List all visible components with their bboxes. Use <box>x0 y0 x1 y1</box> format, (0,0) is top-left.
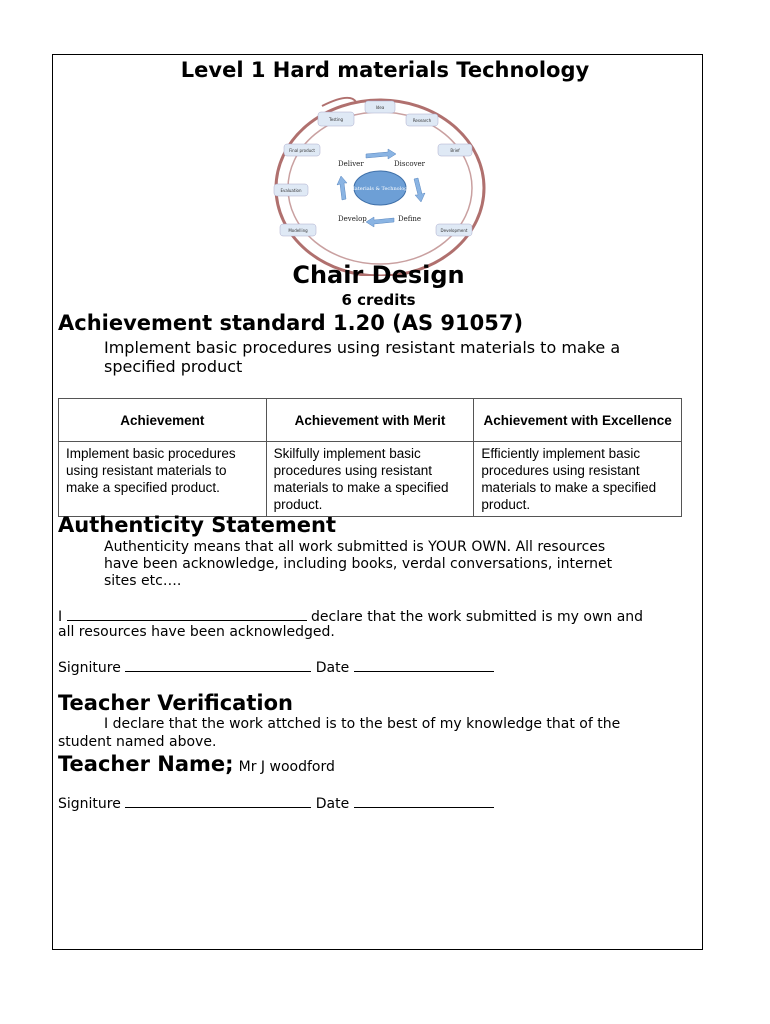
standard-description-line1: Implement basic procedures using resistant materials to make a <box>104 338 621 357</box>
declaration-line <box>58 606 643 626</box>
declare-prefix: I <box>58 609 63 625</box>
student-signature-row <box>58 657 494 677</box>
standard-description-line2: specified product <box>104 357 243 376</box>
teacher-date-blank[interactable] <box>354 793 494 808</box>
authenticity-line3: sites etc…. <box>104 573 182 589</box>
header-merit: Achievement with Merit <box>266 399 474 442</box>
arrow-left-icon <box>337 176 347 200</box>
declaration-line2: all resources have been acknowledged. <box>58 624 335 640</box>
page-title: Level 1 Hard materials Technology <box>180 58 590 82</box>
cell-achievement: Implement basic procedures using resistant materials to make a specified product. <box>59 442 267 517</box>
ring-label-modelling: Modelling <box>288 228 308 233</box>
ring-label-testing: Testing <box>328 117 344 122</box>
declare-suffix: declare that the work submitted is my own and <box>311 609 644 625</box>
teacher-name-row <box>58 752 335 776</box>
credits-label: 6 credits <box>341 291 416 309</box>
authenticity-heading: Authenticity Statement <box>58 513 337 537</box>
ring-label-idea: Idea <box>375 105 385 110</box>
header-excellence: Achievement with Excellence <box>474 399 682 442</box>
arrow-top-icon <box>366 149 396 159</box>
student-signature-label: Signiture <box>58 660 121 676</box>
student-name-blank[interactable] <box>67 606 307 621</box>
stage-deliver: Deliver <box>338 160 364 168</box>
criteria-table <box>58 398 682 517</box>
project-title: Chair Design <box>292 261 465 289</box>
ring-label-brief: Brief <box>450 148 460 153</box>
arrow-right-icon <box>414 178 425 202</box>
teacher-signature-row <box>58 793 494 813</box>
ring-label-development: Development <box>440 228 468 233</box>
teacher-signature-blank[interactable] <box>125 793 311 808</box>
authenticity-line1: Authenticity means that all work submitted is YOUR OWN. All resources <box>104 539 606 555</box>
teacher-line2: student named above. <box>58 734 217 750</box>
authenticity-line2: have been acknowledge, including books, verdal conversations, internet <box>104 556 613 572</box>
standard-heading: Achievement standard 1.20 (AS 91057) <box>58 311 524 335</box>
arrow-bottom-icon <box>366 217 394 227</box>
teacher-heading: Teacher Verification <box>58 691 293 715</box>
teacher-date-label: Date <box>315 796 350 812</box>
teacher-name-value: Mr J woodford <box>238 759 335 775</box>
criteria-header-row <box>59 399 682 442</box>
center-label: Materials & Technology <box>349 186 411 192</box>
teacher-line1: I declare that the work attched is to the best of my knowledge that of the <box>104 716 621 732</box>
ring-label-evaluation: Evaluation <box>280 188 302 193</box>
stage-develop: Develop <box>338 215 367 223</box>
stage-discover: Discover <box>394 160 426 168</box>
student-date-blank[interactable] <box>354 657 494 672</box>
stage-define: Define <box>398 215 422 223</box>
teacher-name-label: Teacher Name; <box>58 752 234 776</box>
design-process-diagram <box>270 96 500 276</box>
student-signature-blank[interactable] <box>125 657 311 672</box>
teacher-signature-label: Signiture <box>58 796 121 812</box>
cell-excellence: Efficiently implement basic procedures using resistant materials to make a specified product. <box>474 442 682 517</box>
criteria-row <box>59 442 682 517</box>
ring-label-final-product: Final product <box>289 148 315 153</box>
student-date-label: Date <box>315 660 350 676</box>
cell-merit: Skilfully implement basic procedures using resistant materials to make a specified product. <box>266 442 474 517</box>
ring-label-research: Research <box>412 118 432 123</box>
header-achievement: Achievement <box>59 399 267 442</box>
